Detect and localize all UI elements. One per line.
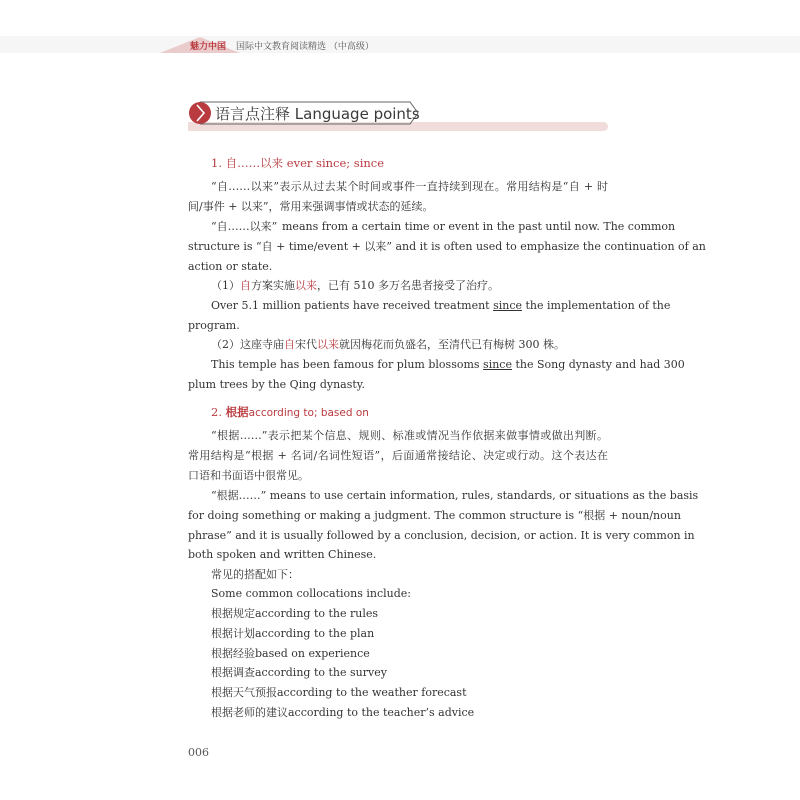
point-2-zh-line-2: 常用结构是“根据 + 名词/名词性短语”，后面通常接结论、决定或行动。这个表达在	[188, 449, 608, 462]
point-1-en-line-1: means from a certain time or event in the past until now. The common	[282, 220, 676, 233]
point-2-en-line-2: for doing something or making a judgment. The common structure is “根据 + noun/noun	[188, 509, 681, 522]
section-title: 语言点注释 Language points	[215, 105, 420, 123]
point-1-zh-term: “自……以来”	[211, 220, 278, 233]
running-header-bar	[0, 36, 800, 53]
point-1-heading: 1. 自……以来 ever since; since	[211, 156, 385, 170]
point-1-example-1-zh: （1）自方案实施以来，已有 510 多万名患者接受了治疗。	[211, 279, 499, 292]
point-2-en-line-3: phrase” and it is usually followed by a conclusion, decision, or action. It is very common in	[188, 529, 695, 542]
point-2-zh-line-1: “根据……”表示把某个信息、规则、标准或情况当作依据来做事情或做出判断。	[211, 429, 608, 442]
point-1-example-1-en-line-2: program.	[188, 319, 240, 332]
point-2-en-line-1: “根据……” means to use certain information, rules, standards, or situations as the basis	[211, 489, 699, 502]
point-1-zh-line-1: “自……以来”表示从过去某个时间或事件一直持续到现在。常用结构是“自 + 时	[211, 180, 608, 193]
point-1-example-2-zh: （2）这座寺庙自宋代以来就因梅花而负盛名，至清代已有梅树 300 株。	[211, 338, 565, 351]
collocations-heading-zh: 常见的搭配如下：	[211, 568, 299, 581]
point-1-en-line-3: action or state.	[188, 260, 273, 273]
point-2-en-line-4: both spoken and written Chinese.	[188, 548, 377, 561]
point-1-example-1-en: Over 5.1 million patients have received treatment since the implementation of the	[211, 299, 671, 312]
collocation-item: 根据老师的建议according to the teacher’s advice	[211, 706, 475, 719]
collocations-heading-en: Some common collocations include:	[211, 587, 412, 600]
point-1-en-line-2: structure is “自 + time/event + 以来” and it is often used to emphasize the continuation of an	[188, 240, 706, 253]
point-1-example-2-en-line-2: plum trees by the Qing dynasty.	[188, 378, 366, 391]
point-2-zh-line-3: 口语和书面语中很常见。	[188, 469, 309, 482]
point-1-example-2-en: This temple has been famous for plum blossoms since the Song dynasty and had 300	[211, 358, 685, 371]
collocation-item: 根据调查according to the survey	[211, 666, 387, 679]
page-number: 006	[188, 746, 209, 759]
point-2-heading: 2. 根据according to; based on	[211, 405, 369, 419]
collocation-item: 根据天气预报according to the weather forecast	[211, 686, 467, 699]
collocation-item: 根据经验based on experience	[211, 647, 370, 660]
point-1-zh-line-2: 间/事件 + 以来”，常用来强调事情或状态的延续。	[188, 200, 434, 213]
header-brand: 魅力中国	[190, 42, 227, 52]
collocation-item: 根据计划according to the plan	[211, 627, 375, 640]
collocation-item: 根据规定according to the rules	[211, 607, 379, 620]
header-book-title: 国际中文教育阅读精选 （中高级）	[236, 42, 374, 52]
